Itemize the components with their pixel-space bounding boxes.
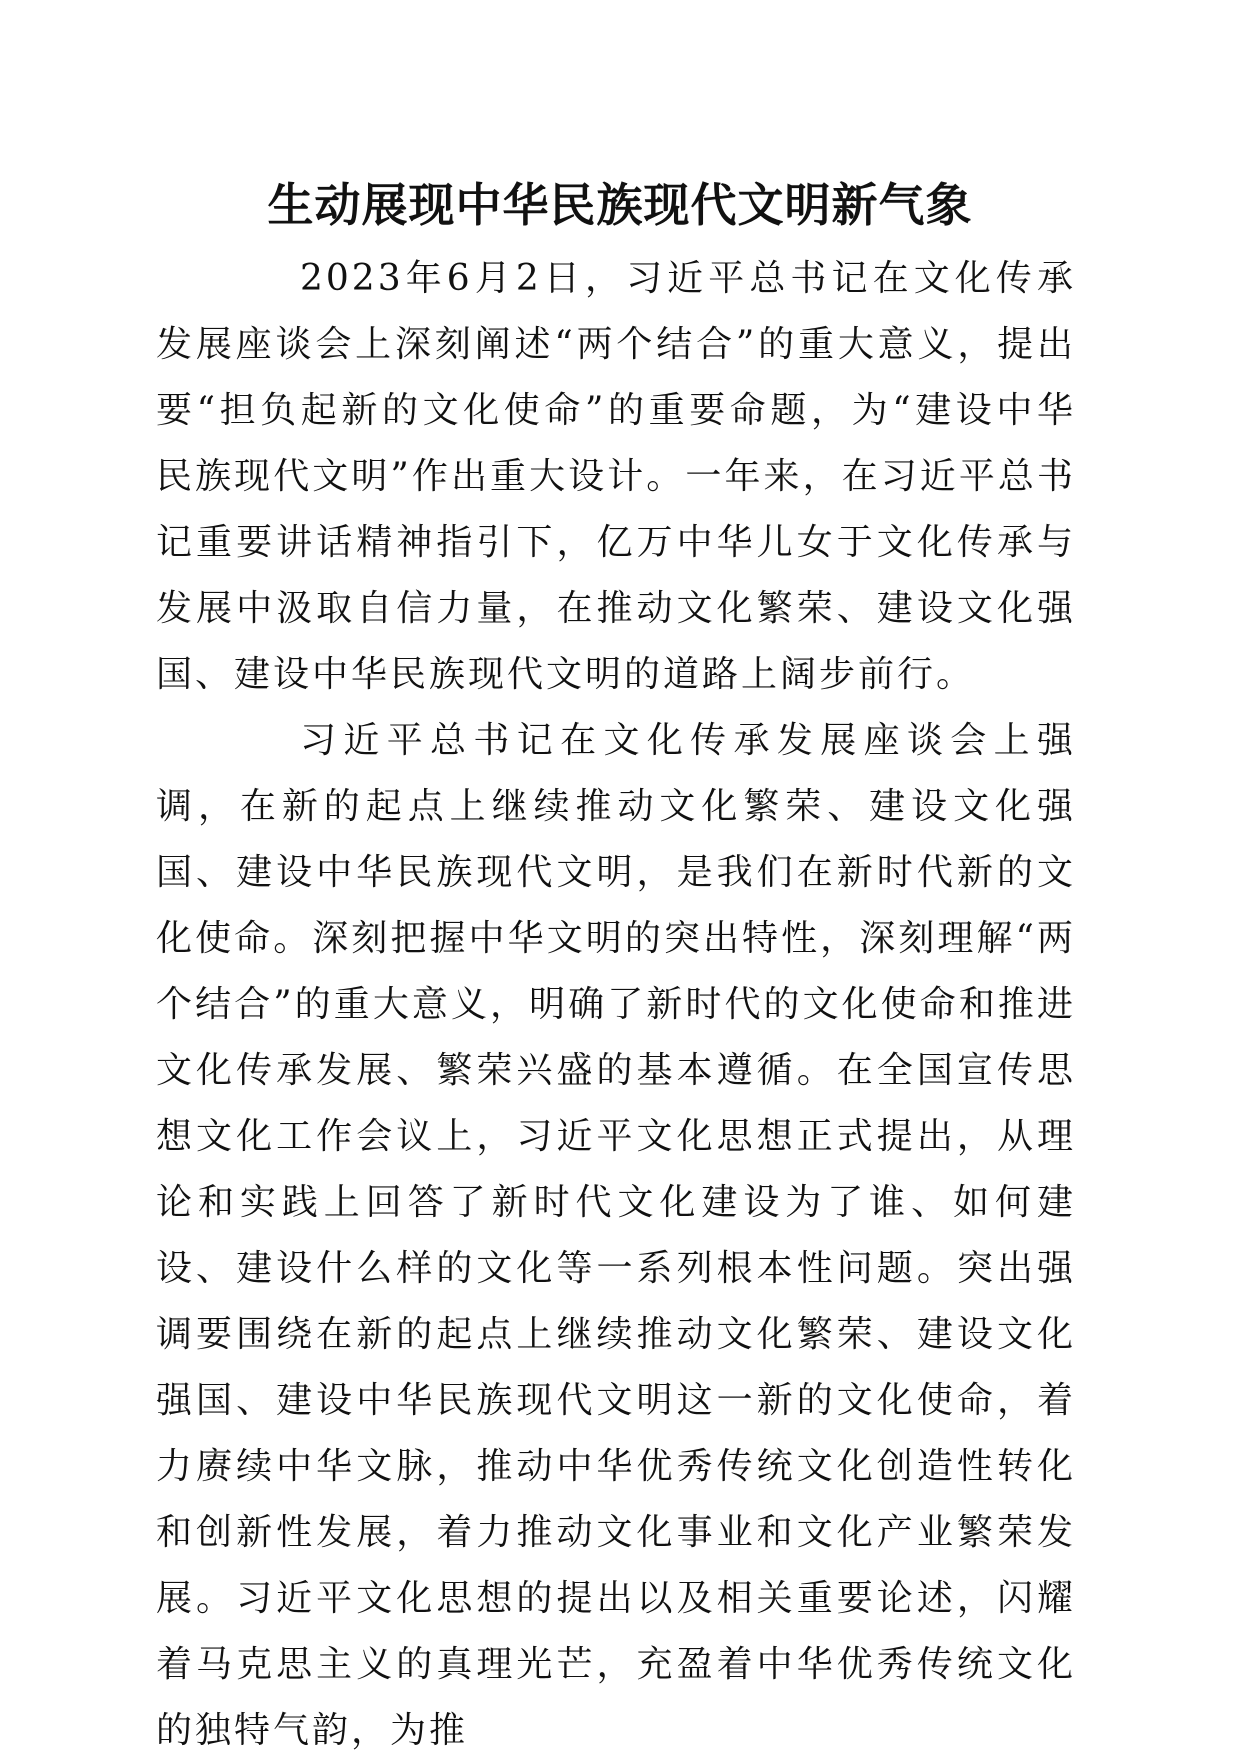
document-title: 生动展现中华民族现代文明新气象	[267, 178, 973, 232]
paragraph-2: 习近平总书记在文化传承发展座谈会上强调，在新的起点上继续推动文化繁荣、建设文化强国、建设中华民族现代文明，是我们在新时代新的文化使命。深刻把握中华文明的突出特性，深刻理解“两个结合”的重大意义，明确了新时代的文化使命和推进文化传承发展、繁荣兴盛的基本遵循。在全国宣传思想文化工作会议上，习近平文化思想正式提出，从理论和实践上回答了新时代文化建设为了谁、如何建设、建设什么样的文化等一系列根本性问题。突出强调要围绕在新的起点上继续推动文化繁荣、建设文化强国、建设中华民族现代文明这一新的文化使命，着力赓续中华文脉，推动中华优秀传统文化创造性转化和创新性发展，着力推动文化事业和文化产业繁荣发展。习近平文化思想的提出以及相关重要论述，闪耀着马克思主义的真理光芒，充盈着中华优秀传统文化的独特气韵，为推	[156, 720, 1076, 1751]
document-body	[156, 246, 1076, 1764]
paragraph-1: 2023年6月2日，习近平总书记在文化传承发展座谈会上深刻阐述“两个结合”的重大意义，提出要“担负起新的文化使命”的重要命题，为“建设中华民族现代文明”作出重大设计。一年来，在习近平总书记重要讲话精神指引下，亿万中华儿女于文化传承与发展中汲取自信力量，在推动文化繁荣、建设文化强国、建设中华民族现代文明的道路上阔步前行。	[156, 258, 1076, 695]
